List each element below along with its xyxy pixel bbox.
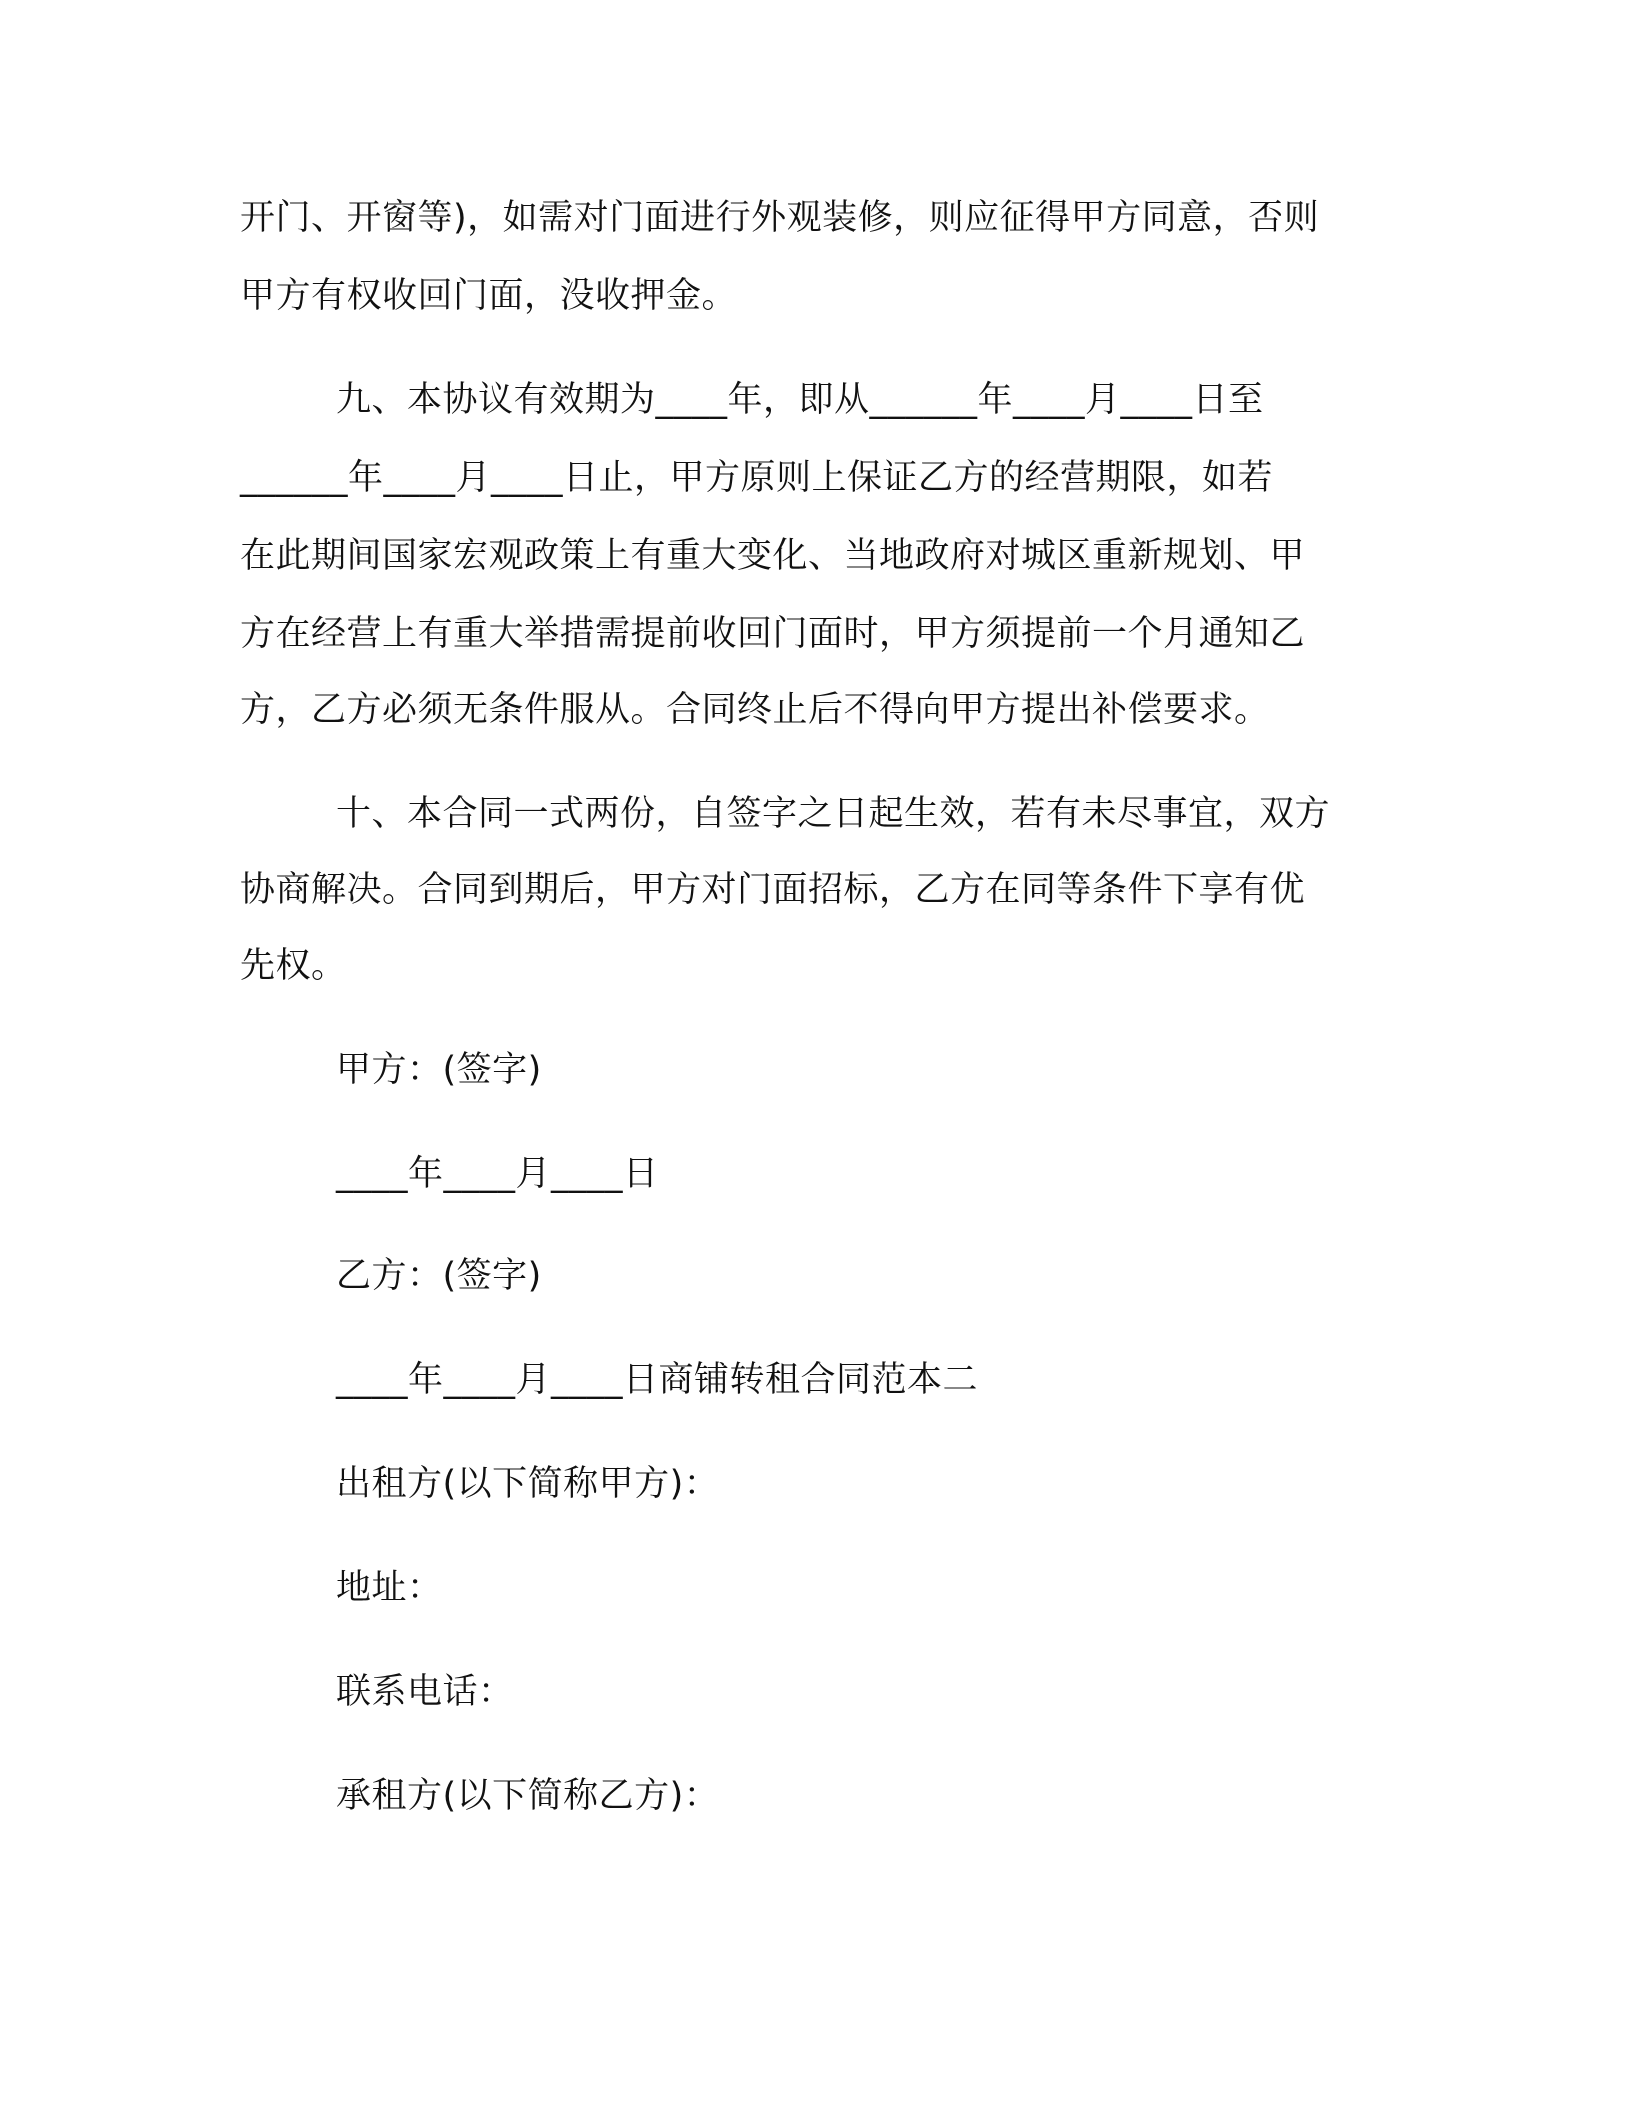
clause-9-line-5: 方，乙方必须无条件服从。合同终止后不得向甲方提出补偿要求。 bbox=[240, 690, 1270, 730]
party-b-signature: 乙方：(签字) bbox=[336, 1256, 542, 1296]
clause-10-line-1: 十、本合同一式两份，自签字之日起生效，若有未尽事宜，双方 bbox=[336, 794, 1331, 834]
party-a-date: ____年____月____日 bbox=[336, 1154, 659, 1194]
lessor-label: 出租方(以下简称甲方)： bbox=[336, 1464, 720, 1504]
clause-10-line-3: 先权。 bbox=[240, 946, 347, 986]
lessee-label: 承租方(以下简称乙方)： bbox=[336, 1776, 720, 1816]
party-a-signature: 甲方：(签字) bbox=[336, 1050, 542, 1090]
phone-label: 联系电话： bbox=[336, 1672, 514, 1712]
address-label: 地址： bbox=[336, 1568, 443, 1608]
clause-10-line-2: 协商解决。合同到期后，甲方对门面招标，乙方在同等条件下享有优 bbox=[240, 870, 1306, 910]
clause-8-continuation-line-1: 开门、开窗等)，如需对门面进行外观装修，则应征得甲方同意，否则 bbox=[240, 198, 1320, 238]
clause-8-continuation-line-2: 甲方有权收回门面，没收押金。 bbox=[240, 276, 738, 316]
party-b-date-and-template-title: ____年____月____日商铺转租合同范本二 bbox=[336, 1360, 979, 1400]
clause-9-line-1: 九、本协议有效期为____年，即从______年____月____日至 bbox=[336, 380, 1264, 420]
clause-9-line-2: ______年____月____日止，甲方原则上保证乙方的经营期限，如若 bbox=[240, 458, 1274, 498]
clause-9-line-3: 在此期间国家宏观政策上有重大变化、当地政府对城区重新规划、甲 bbox=[240, 536, 1306, 576]
clause-9-line-4: 方在经营上有重大举措需提前收回门面时，甲方须提前一个月通知乙 bbox=[240, 614, 1306, 654]
